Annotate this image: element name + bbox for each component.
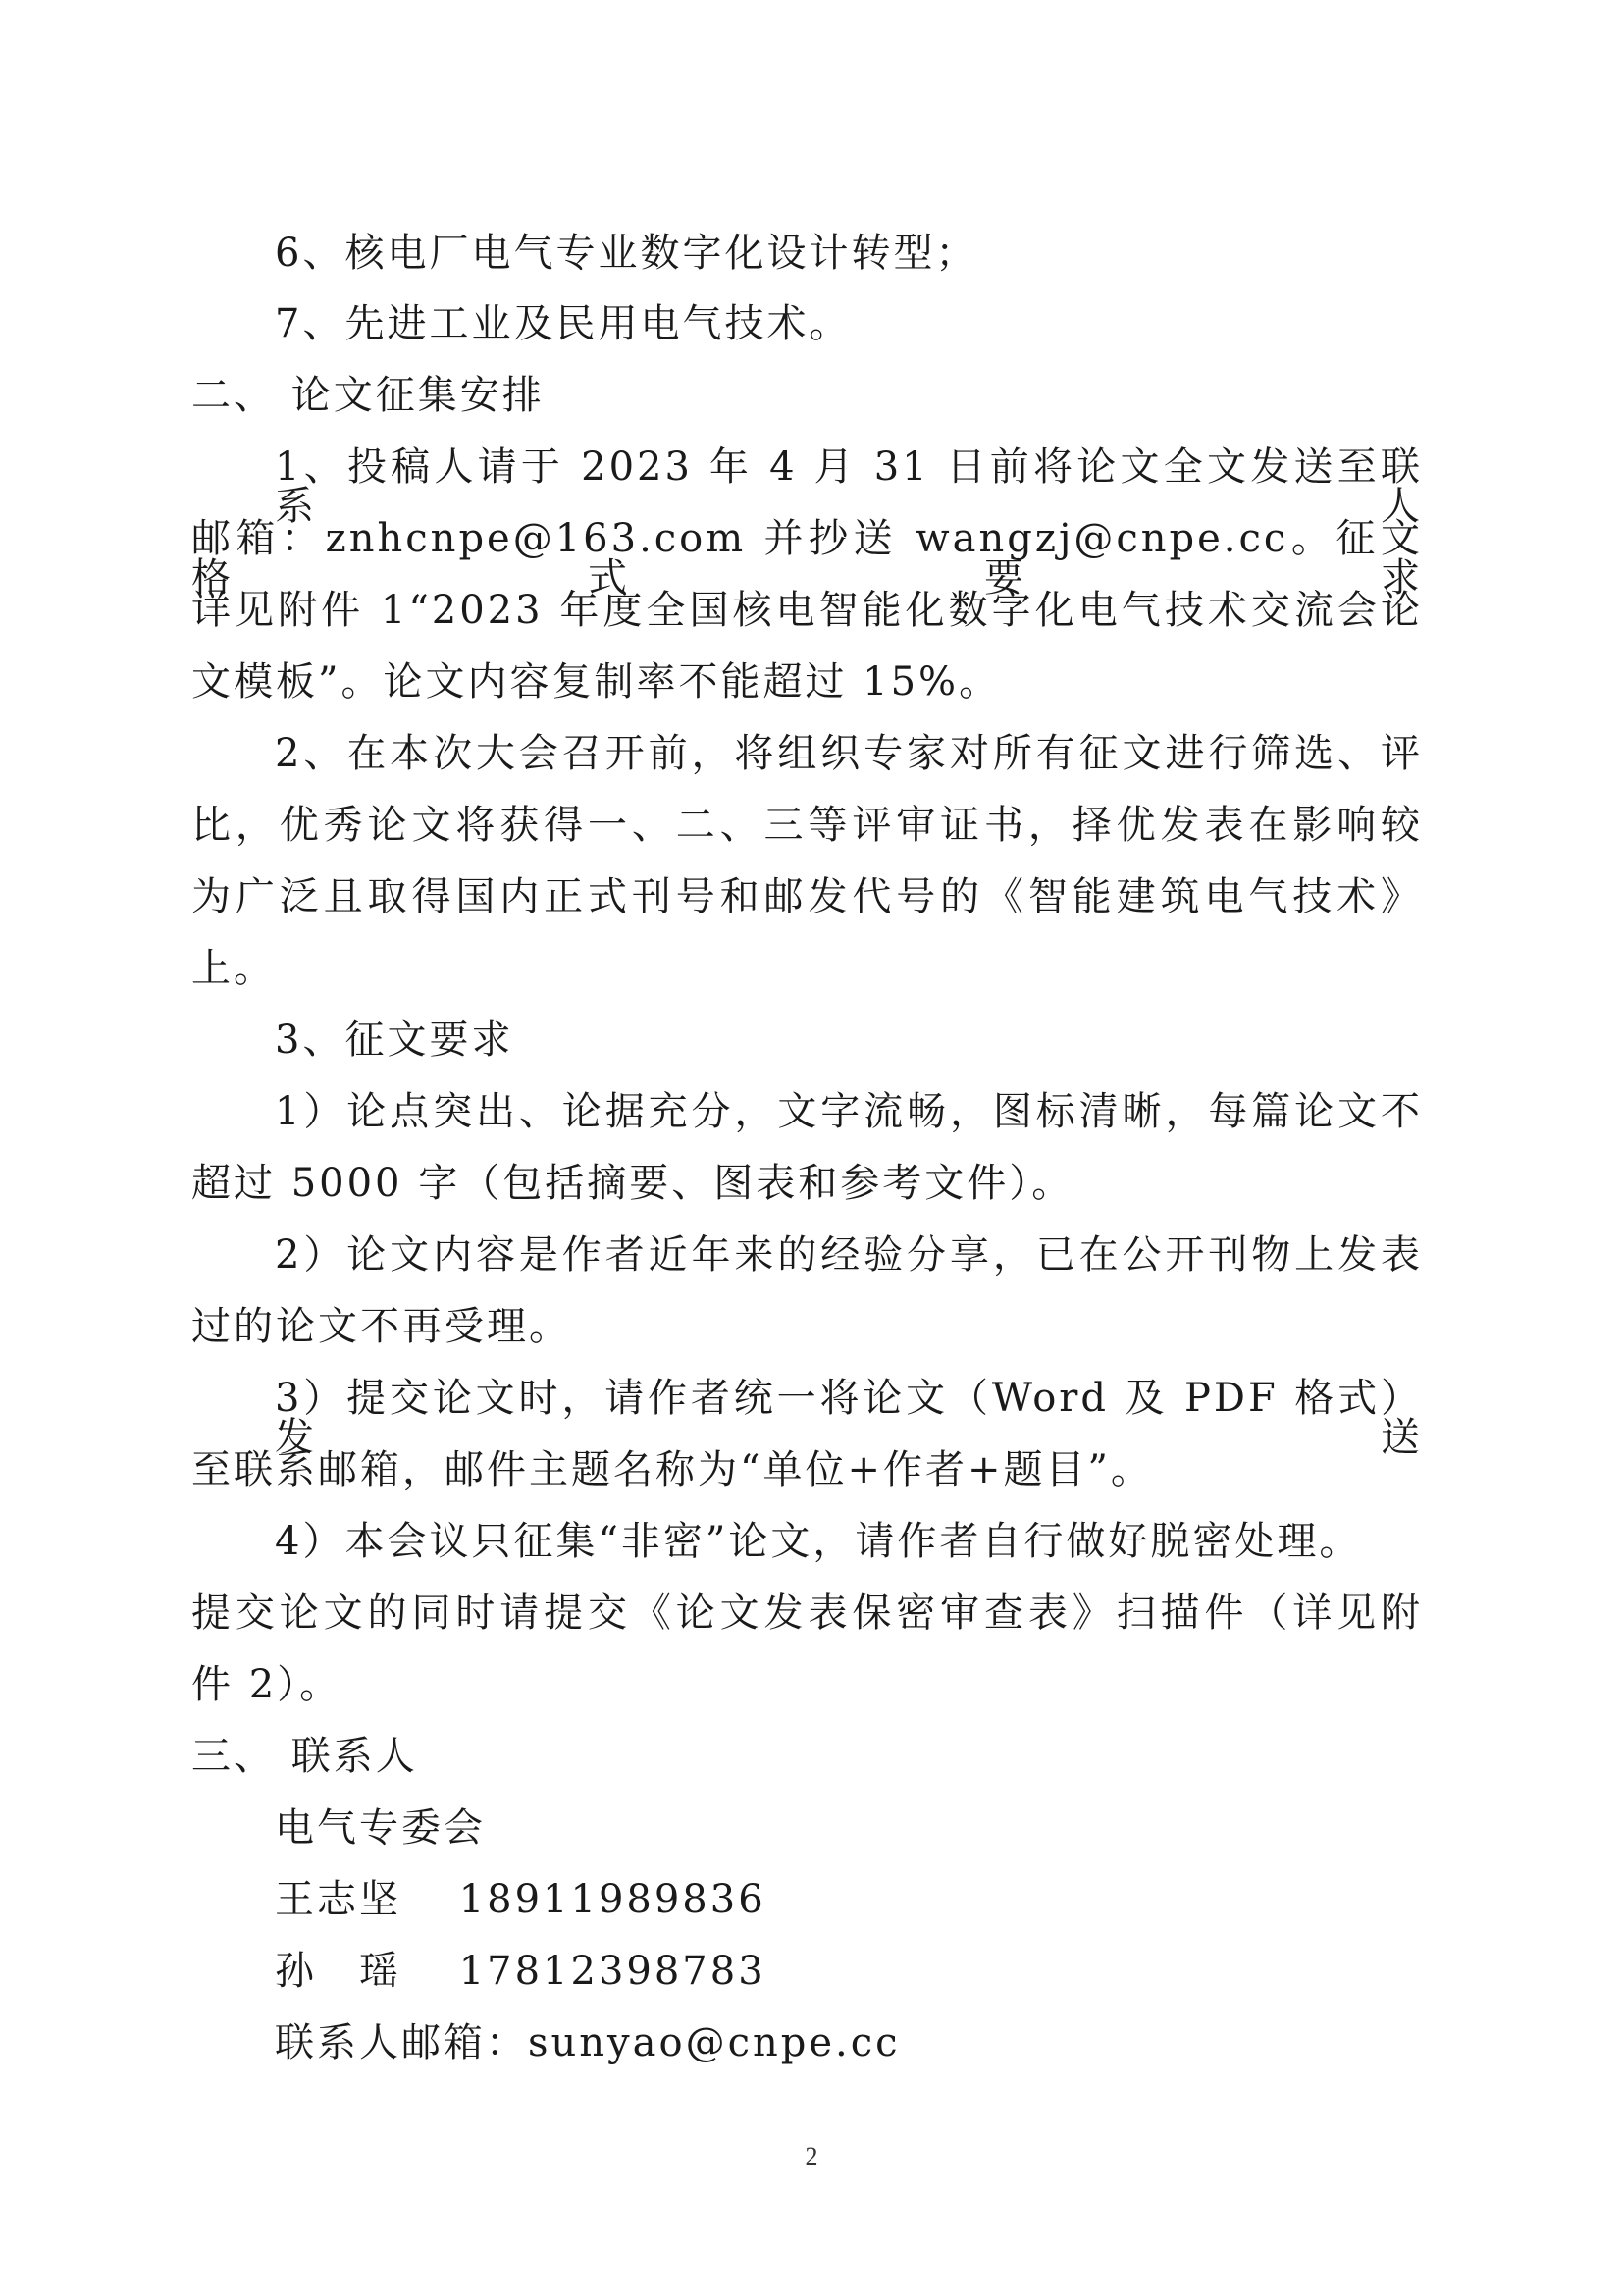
subheading-3: 3、征文要求 [275, 1018, 514, 1063]
contact-email: 联系人邮箱：sunyao@cnpe.cc [275, 2020, 901, 2065]
req-2-line-1: 2）论文内容是作者近年来的经验分享，已在公开刊物上发表 [275, 1232, 1423, 1278]
para-2-line-3: 为广泛且取得国内正式刊号和邮发代号的《智能建筑电气技术》 [191, 874, 1423, 919]
para-2-line-2: 比，优秀论文将获得一、二、三等评审证书，择优发表在影响较 [191, 803, 1423, 848]
req-4-line-2: 提交论文的同时请提交《论文发表保密审查表》扫描件（详见附 [191, 1591, 1423, 1636]
req-3-line-2: 至联系邮箱，邮件主题名称为“单位+作者+题目”。 [191, 1447, 1153, 1492]
req-3-line-1: 3）提交论文时，请作者统一将论文（Word 及 PDF 格式）发送 [275, 1376, 1423, 1460]
item-7: 7、先进工业及民用电气技术。 [275, 301, 852, 346]
para-1-line-2: 邮箱：znhcnpe@163.com 并抄送 wangzj@cnpe.cc。征文格式要求 [191, 516, 1423, 600]
section-heading-3: 三、 联系人 [191, 1734, 418, 1779]
para-1-line-4: 文模板”。论文内容复制率不能超过 15%。 [191, 659, 1002, 704]
contact-person-2: 孙 瑶 17812398783 [275, 1949, 766, 1994]
para-1-line-3: 详见附件 1“2023 年度全国核电智能化数字化电气技术交流会论 [191, 588, 1423, 633]
page-number: 2 [805, 2142, 818, 2170]
contact-person-1: 王志坚 18911989836 [275, 1877, 766, 1922]
req-2-line-2: 过的论文不再受理。 [191, 1304, 571, 1349]
req-1-line-2: 超过 5000 字（包括摘要、图表和参考文件）。 [191, 1161, 1074, 1206]
contact-org: 电气专委会 [275, 1805, 486, 1851]
req-4-line-3: 件 2）。 [191, 1662, 342, 1707]
req-1-line-1: 1）论点突出、论据充分，文字流畅，图标清晰，每篇论文不 [275, 1089, 1423, 1134]
req-4-line-1: 4）本会议只征集“非密”论文，请作者自行做好脱密处理。 [275, 1519, 1362, 1564]
para-1-line-1: 1、投稿人请于 2023 年 4 月 31 日前将论文全文发送至联系人 [275, 444, 1423, 529]
para-2-line-1: 2、在本次大会召开前，将组织专家对所有征文进行筛选、评 [275, 731, 1423, 776]
para-2-line-4: 上。 [191, 946, 276, 991]
item-6: 6、核电厂电气专业数字化设计转型； [275, 231, 978, 276]
section-heading-2: 二、 论文征集安排 [191, 373, 545, 418]
